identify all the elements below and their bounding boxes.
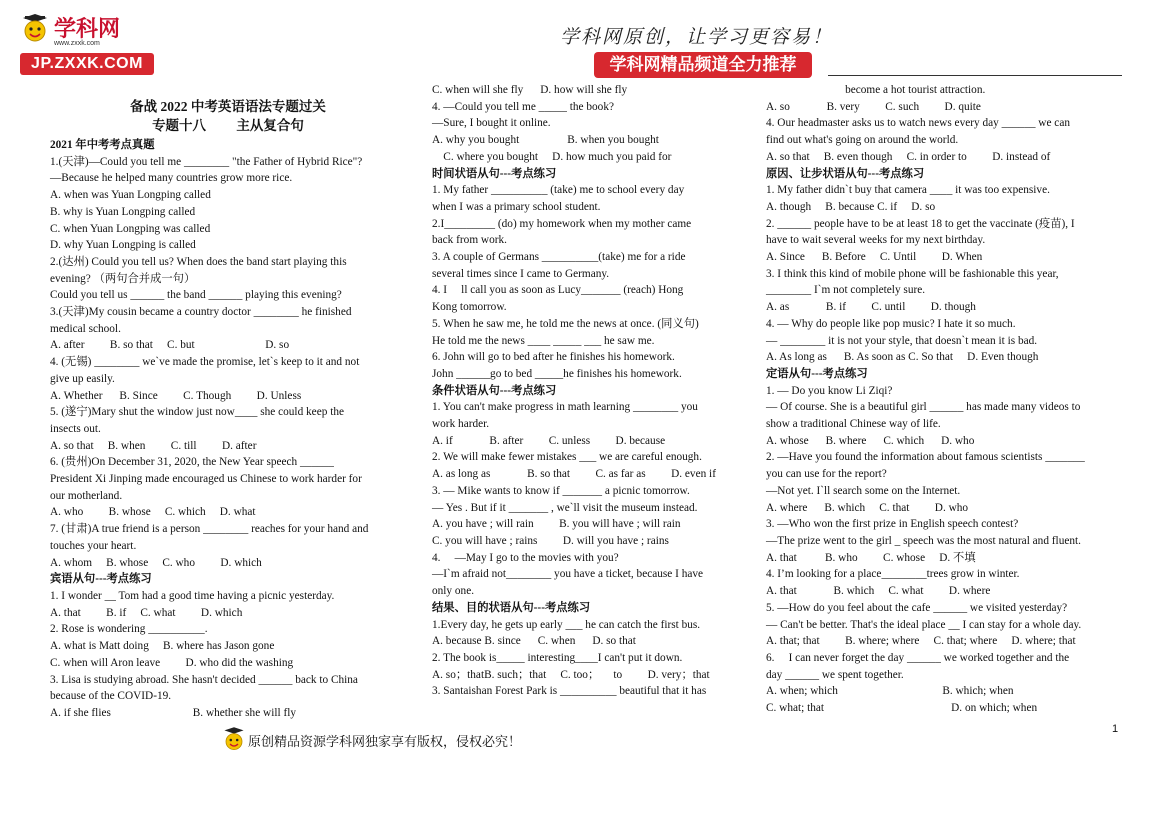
text-line: medical school.: [50, 322, 121, 335]
text-line: 4. —May I go to the movies with you?: [432, 551, 619, 564]
text-line: —The prize went to the girl _ speech was the most natural and fluent.: [766, 534, 1081, 547]
text-line: —Sure, I bought it online.: [432, 117, 551, 130]
section-heading: 宾语从句---考点练习: [50, 573, 152, 586]
text-line: —I`m afraid not________ you have a ticket, because I have: [432, 568, 704, 581]
text-line: — Can't be better. That's the ideal place __ I can stay for a whole day.: [766, 618, 1082, 631]
text-line: 4. — Why do people like pop music? I hate it so much.: [766, 317, 1016, 330]
text-line: 4. (无锡) ________ we`ve made the promise, let`s keep to it and not: [50, 356, 360, 369]
footer-copyright: 原创精品资源学科网独家享有版权，侵权必究！: [248, 733, 522, 749]
text-line: A. as long as B. so that C. as far as D. even if: [432, 468, 716, 481]
text-line: 2. The book is_____ interesting____I can't put it down.: [432, 651, 683, 664]
text-line: 4. I’m looking for a place________trees grow in winter.: [766, 568, 1020, 581]
text-line: 3. —Who won the first prize in English speech contest?: [766, 518, 1019, 531]
text-line: A. that; that B. where; where C. that; where D. where; that: [766, 635, 1076, 648]
text-line: —Not yet. I`ll search some on the Internet.: [766, 484, 961, 497]
text-line: A. if B. after C. unless D. because: [432, 434, 666, 447]
text-line: A. why you bought B. when you bought: [432, 134, 659, 147]
slogan: 学科网原创，让学习更容易！: [560, 26, 834, 48]
promo-banner[interactable]: 学科网精品频道全力推荐: [594, 52, 812, 78]
column-1: [50, 97, 406, 722]
text-line: back from work.: [432, 234, 507, 247]
text-line: 2. Rose is wondering __________.: [50, 623, 208, 636]
text-line: 4. I ll call you as soon as Lucy_______ (reach) Hong: [432, 284, 684, 297]
mascot-icon: [20, 14, 50, 46]
text-line: A. so；thatB. such；that C. too； to D. very；that: [432, 668, 710, 681]
text-line: ________ I`m not completely sure.: [766, 284, 926, 297]
text-line: 2. We will make fewer mistakes ___ we are careful enough.: [432, 451, 702, 464]
mascot-icon: [222, 726, 246, 754]
section-heading: 时间状语从句---考点练习: [432, 167, 557, 180]
footer: [222, 726, 521, 754]
text-line: A. you have ; will rain B. you will have ; will rain: [432, 518, 681, 531]
text-line: A. that B. who C. whose D. 不填: [766, 551, 976, 564]
doc-subtitle: 专题十八 主从复合句: [152, 118, 304, 133]
text-line: A. after B. so that C. but D. so: [50, 339, 290, 352]
section-heading: 原因、让步状语从句---考点练习: [766, 167, 925, 180]
text-line: touches your heart.: [50, 539, 137, 552]
text-line: you can use for the report?: [766, 468, 887, 481]
text-line: C. when Yuan Longping was called: [50, 222, 211, 235]
text-line: evening? （两句合并成一句）: [50, 272, 196, 285]
text-line: 1. — Do you know Li Ziqi?: [766, 384, 893, 397]
text-line: 7. (甘肃)A true friend is a person ________ reaches for your hand and: [50, 523, 369, 536]
text-line: 3. Lisa is studying abroad. She hasn't decided ______ back to China: [50, 673, 358, 686]
page-number: 1: [1112, 723, 1119, 735]
text-line: 3. — Mike wants to know if _______ a picnic tomorrow.: [432, 484, 690, 497]
section-heading: 结果、目的状语从句---考点练习: [432, 601, 591, 614]
text-line: A. what is Matt doing B. where has Jason gone: [50, 640, 275, 653]
text-line: 1. I wonder __ Tom had a good time having a picnic yesterday.: [50, 589, 335, 602]
column-3-lines: [766, 82, 1118, 717]
text-line: Could you tell us ______ the band ______ playing this evening?: [50, 289, 342, 302]
text-line: 1. My father didn`t buy that camera ____ it was too expensive.: [766, 184, 1050, 197]
text-line: Kong tomorrow.: [432, 301, 507, 314]
text-line: 5. —How do you feel about the cafe ______ we visited yesterday?: [766, 601, 1068, 614]
text-line: several times since I came to Germany.: [432, 267, 610, 280]
text-line: 2.(达州) Could you tell us? When does the band start playing this: [50, 255, 347, 268]
text-line: A. as B. if C. until D. though: [766, 301, 976, 314]
text-line: A. Whether B. Since C. Though D. Unless: [50, 389, 302, 402]
text-line: C. you will have ; rains D. will you have ; rains: [432, 534, 669, 547]
text-line: find out what's going on around the world.: [766, 134, 959, 147]
text-line: A. when; which B. which; when: [766, 685, 1014, 698]
text-line: give up easily.: [50, 372, 115, 385]
text-line: 1. You can't make progress in math learning ________ you: [432, 401, 698, 414]
text-line: 1. My father __________ (take) me to school every day: [432, 184, 685, 197]
text-line: A. when was Yuan Longping called: [50, 189, 211, 202]
text-line: 6. (贵州)On December 31, 2020, the New Year speech ______: [50, 456, 334, 469]
text-line: only one.: [432, 585, 475, 598]
text-line: A. that B. if C. what D. which: [50, 606, 243, 619]
text-line: A. so that B. even though C. in order to D. instead of: [766, 150, 1051, 163]
text-line: A. As long as B. As soon as C. So that D. Even though: [766, 351, 1039, 364]
text-line: A. who B. whose C. which D. what: [50, 506, 256, 519]
text-line: 5. When he saw me, he told me the news at once. (同义句): [432, 317, 699, 330]
text-line: D. why Yuan Longping is called: [50, 239, 196, 252]
text-line: A. whom B. whose C. who D. which: [50, 556, 262, 569]
text-line: when I was a primary school student.: [432, 200, 601, 213]
text-line: 1.(天津)—Could you tell me ________ "the Father of Hybrid Rice"?: [50, 155, 363, 168]
text-line: A. that B. which C. what D. where: [766, 585, 991, 598]
text-line: — ________ it is not your style, that doesn`t mean it is bad.: [766, 334, 1038, 347]
text-line: —Because he helped many countries grow more rice.: [50, 172, 293, 185]
text-line: — Of course. She is a beautiful girl ______ has made many videos to: [766, 401, 1081, 414]
logo-badge: JP.ZXXK.COM: [20, 53, 154, 75]
column-2: [432, 82, 742, 700]
header-divider: [828, 75, 1122, 76]
zxxk-logo[interactable]: [20, 14, 160, 82]
text-line: A. if she flies B. whether she will fly: [50, 706, 296, 719]
text-line: our motherland.: [50, 489, 123, 502]
text-line: 3. I think this kind of mobile phone will be fashionable this year,: [766, 267, 1059, 280]
text-line: 3.(天津)My cousin became a country doctor ________ he finished: [50, 306, 352, 319]
text-line: C. what; that D. on which; when: [766, 702, 1038, 715]
text-line: day ______ we spent together.: [766, 668, 904, 681]
text-line: have to wait several weeks for my next birthday.: [766, 234, 986, 247]
column-3: [766, 82, 1118, 717]
text-line: A. though B. because C. if D. so: [766, 200, 936, 213]
text-line: John ______go to bed _____he finishes his homework.: [432, 367, 682, 380]
text-line: A. so B. very C. such D. quite: [766, 100, 981, 113]
text-line: 2. —Have you found the information about famous scientists _______: [766, 451, 1085, 464]
text-line: insects out.: [50, 422, 101, 435]
text-line: C. where you bought D. how much you paid for: [432, 150, 672, 163]
text-line: 1.Every day, he gets up early ___ he can catch the first bus.: [432, 618, 701, 631]
text-line: C. when will she fly D. how will she fly: [432, 84, 628, 96]
column-1-lines: [50, 137, 406, 722]
logo-url: www.zxxk.com: [54, 40, 100, 47]
text-line: 3. A couple of Germans __________(take) me for a ride: [432, 251, 686, 264]
text-line: work harder.: [432, 418, 490, 431]
logo-name: 学科网: [54, 17, 121, 42]
text-line: A. Since B. Before C. Until D. When: [766, 251, 983, 264]
text-line: — Yes . But if it _______ , we`ll visit the museum instead.: [432, 501, 698, 514]
text-line: 3. Santaishan Forest Park is __________ beautiful that it has: [432, 685, 707, 698]
text-line: because of the COVID-19.: [50, 690, 172, 703]
text-line: A. whose B. where C. which D. who: [766, 434, 975, 447]
text-line: He told me the news ____ _____ ___ he saw me.: [432, 334, 655, 347]
text-line: C. when will Aron leave D. who did the washing: [50, 656, 294, 669]
text-line: show a traditional Chinese way of life.: [766, 418, 941, 431]
text-line: 6. I can never forget the day ______ we worked together and the: [766, 651, 1070, 664]
text-line: A. because B. since C. when D. so that: [432, 635, 636, 648]
text-line: 2.I_________ (do) my homework when my mother came: [432, 217, 692, 230]
text-line: 4. —Could you tell me _____ the book?: [432, 100, 614, 113]
section-heading: 定语从句---考点练习: [766, 367, 868, 380]
section-heading: 2021 年中考考点真题: [50, 139, 155, 151]
text-line: B. why is Yuan Longping called: [50, 205, 196, 218]
text-line: become a hot tourist attraction.: [766, 84, 986, 96]
text-line: President Xi Jinping made encouraged us Chinese to work harder for: [50, 473, 362, 486]
text-line: 2. ______ people have to be at least 18 to get the vaccinate (疫苗), I: [766, 217, 1075, 230]
text-line: 5. (遂宁)Mary shut the window just now____ she could keep the: [50, 406, 344, 419]
column-2-lines: [432, 82, 742, 700]
doc-title: 备战 2022 中考英语语法专题过关: [130, 99, 326, 114]
section-heading: 条件状语从句---考点练习: [432, 384, 557, 397]
text-line: A. so that B. when C. till D. after: [50, 439, 257, 452]
text-line: 6. John will go to bed after he finishes his homework.: [432, 351, 675, 364]
text-line: A. where B. which C. that D. who: [766, 501, 969, 514]
text-line: 4. Our headmaster asks us to watch news every day ______ we can: [766, 117, 1070, 130]
